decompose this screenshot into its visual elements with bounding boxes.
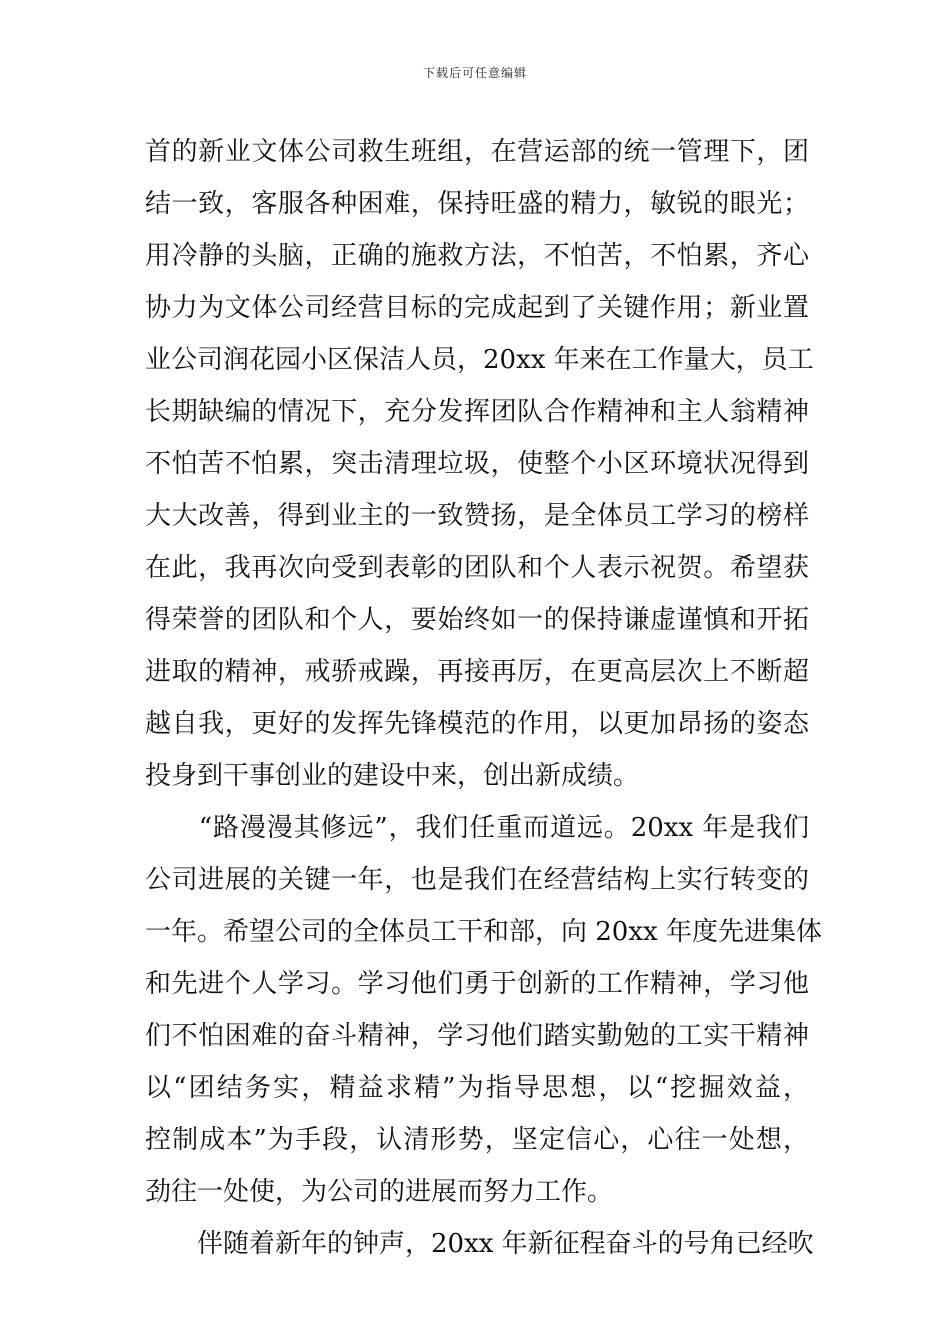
text-line: 结一致，客服各种困难，保持旺盛的精力，敏锐的眼光； xyxy=(145,189,809,219)
text-line: 和先进个人学习。学习他们勇于创新的工作精神，学习他 xyxy=(145,969,809,999)
text-line: “路漫漫其修远”，我们任重而道远。20xx 年是我们 xyxy=(145,813,809,843)
text-line: 投身到干事创业的建设中来，创出新成绩。 xyxy=(145,761,640,791)
document-body xyxy=(145,126,822,1270)
text-line: 伴随着新年的钟声，20xx 年新征程奋斗的号角已经吹 xyxy=(145,1229,814,1259)
text-line: 进取的精神，戒骄戒躁，再接再厉，在更高层次上不断超 xyxy=(145,657,809,687)
text-line: 控制成本”为手段，认清形势，坚定信心，心往一处想， xyxy=(145,1125,809,1155)
text-line: 们不怕困难的奋斗精神，学习他们踏实勤勉的工实干精神 xyxy=(145,1021,809,1051)
text-line: 首的新业文体公司救生班组，在营运部的统一管理下，团 xyxy=(145,137,809,167)
text-line: 越自我，更好的发挥先锋模范的作用，以更加昂扬的姿态 xyxy=(145,709,809,739)
text-line: 不怕苦不怕累，突击清理垃圾，使整个小区环境状况得到 xyxy=(145,449,809,479)
text-line: 在此，我再次向受到表彰的团队和个人表示祝贺。希望获 xyxy=(145,553,809,583)
text-line: 协力为文体公司经营目标的完成起到了关键作用；新业置 xyxy=(145,293,809,323)
text-line: 公司进展的关键一年，也是我们在经营结构上实行转变的 xyxy=(145,865,809,895)
page-header: 下载后可任意编辑 xyxy=(422,66,527,80)
text-line: 劲往一处使，为公司的进展而努力工作。 xyxy=(145,1177,614,1207)
text-line: 以“团结务实，精益求精”为指导思想，以“挖掘效益， xyxy=(145,1073,809,1103)
text-line: 一年。希望公司的全体员工干和部，向 20xx 年度先进集体 xyxy=(145,917,822,947)
text-line: 大大改善，得到业主的一致赞扬，是全体员工学习的榜样 xyxy=(145,501,809,531)
text-line: 长期缺编的情况下，充分发挥团队合作精神和主人翁精神 xyxy=(145,397,809,427)
text-line: 用冷静的头脑，正确的施救方法，不怕苦，不怕累，齐心 xyxy=(145,241,809,271)
text-line: 业公司润花园小区保洁人员，20xx 年来在工作量大，员工 xyxy=(145,345,814,375)
text-line: 得荣誉的团队和个人，要始终如一的保持谦虚谨慎和开拓 xyxy=(145,605,809,635)
